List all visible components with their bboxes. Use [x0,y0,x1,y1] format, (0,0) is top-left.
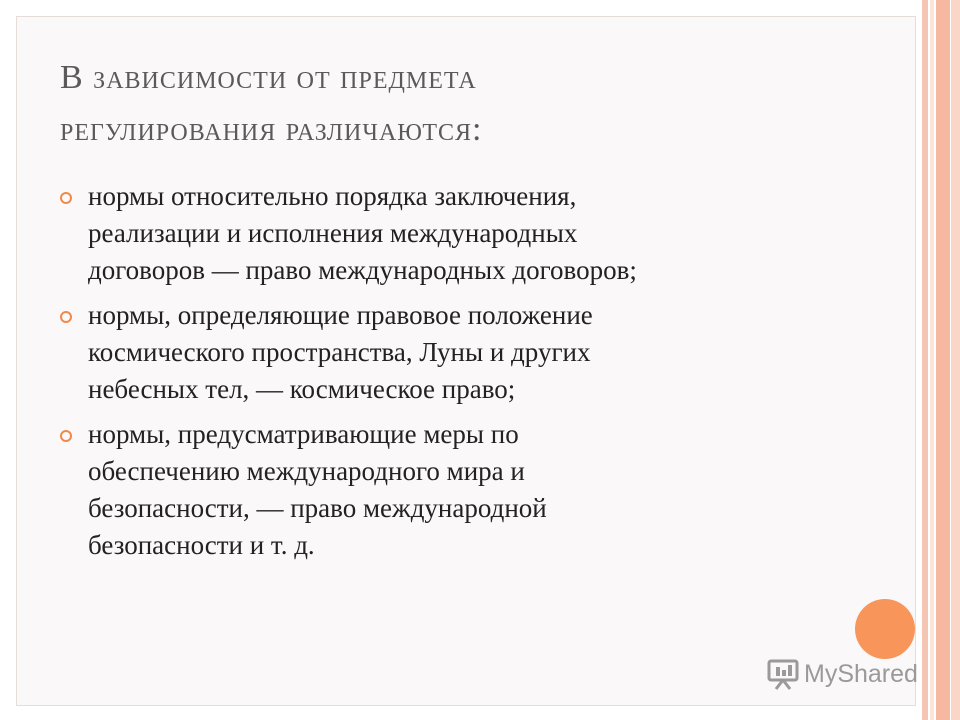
bullet-item [60,416,820,564]
bullet-line: безопасности, — право международной [88,493,547,523]
decorative-stripe [930,0,934,720]
bullet-line: нормы, определяющие правовое положение [88,300,593,330]
bullet-item [60,297,820,408]
watermark [766,656,918,692]
bullet-line: обеспечению международного мира и [88,456,525,486]
bullet-line: нормы, предусматривающие меры по [88,419,519,449]
title-line: В зависимости от предмета [60,59,477,96]
decorative-stripe [936,0,950,720]
decorative-circle [855,599,915,659]
decorative-stripe [951,0,960,720]
bullet-ring-icon [60,192,72,204]
watermark-text: MyShared [804,659,918,688]
bullet-line: космического пространства, Луны и других [88,337,591,367]
title-line: регулирования различаются: [60,111,483,148]
bullet-line: небесных тел, — космическое право; [88,374,516,404]
presentation-board-icon [766,657,800,691]
bullet-line: нормы относительно порядка заключения, [88,181,577,211]
bullet-line: безопасности и т. д. [88,530,315,560]
bullet-ring-icon [60,430,72,442]
bullet-ring-icon [60,311,72,323]
bullet-line: договоров — право международных договоров; [88,255,637,285]
bullet-item [60,178,820,289]
bullet-list [60,178,820,572]
slide-title [60,52,840,156]
decorative-stripe [922,0,928,720]
bullet-line: реализации и исполнения международных [88,218,578,248]
